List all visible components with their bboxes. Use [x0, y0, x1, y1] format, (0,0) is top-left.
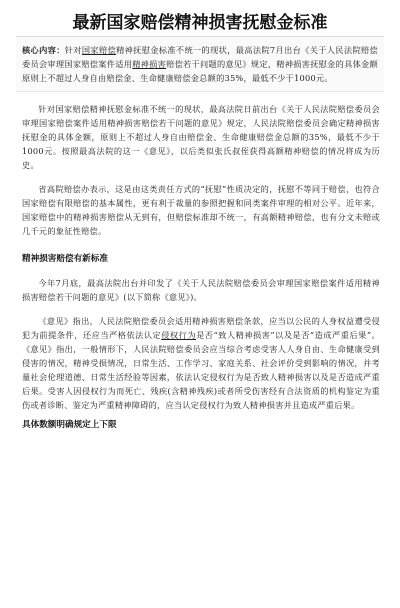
summary-box [16, 36, 384, 92]
paragraph-2: 省高院赔偿办表示，这是由这类责任方式的“抚慰”性质决定的，抚慰不等同于赔偿，也符合国家赔偿有限赔偿的基本属性，更有利于裁量的参照把握和同类案件审理的相对公平。近年来，国家赔偿中的精神损害赔偿从无到有，但赔偿标准却不统一，有高额精神赔偿，也有分文未赔或几千元的象征性赔偿。 [22, 184, 380, 236]
article-title: 最新国家赔偿精神损害抚慰金标准 [72, 13, 328, 33]
section-heading: 精神损害赔偿有新标准 [22, 254, 108, 264]
summary-text: 核心内容：针对国家赔偿精神抚慰金标准不统一的现状，最高法院7月出台《关于人民法院赔偿委员会审理国家赔偿案件适用精神损害赔偿若干问题的意见》规定，精神损害抚慰金的具体金额原则上不超过人身自由赔偿金、生命健康赔偿金总额的35%，最低不少于1000元。 [22, 45, 378, 83]
link-guojia-peichang[interactable]: 国家赔偿 [81, 45, 117, 55]
paragraph-3: 今年7月底，最高法院出台并印发了《关于人民法院赔偿委员会审理国家赔偿案件适用精神损害赔偿若干问题的意见》(以下简称《意见》)。 [22, 278, 380, 302]
summary-label: 核心内容： [22, 45, 65, 55]
link-qinquan-xingwei[interactable]: 侵权行为 [161, 330, 197, 340]
paragraph-4: 《意见》指出，人民法院赔偿委员会适用精神损害赔偿条款，应当以公民的人身权益遭受侵犯为前提条件，还应当严格依法认定侵权行为是否“致人精神损害”以及是否“造成严重后果”。《意见》指出，一般情形下，人民法院赔偿委员会应当综合考虑受害人人身自由、生命健康受到侵害的情况，精神受损情况，日常生活、工作学习、家庭关系、社会评价受到影响的情况，并考量社会伦理道德、日常生活经验等因素，依法认定侵权行为是否致人精神损害以及是否造成严重后果。受害人因侵权行为而死亡、残疾(含精神残疾)或者所受伤害经有合法资质的机构鉴定为重伤或者诊断、鉴定为严重精神障碍的，应当认定侵权行为致人精神损害并且造成严重后果。 [22, 316, 380, 410]
article-body [0, 102, 400, 432]
link-jingshen-sunhai[interactable]: 精神损害 [132, 59, 167, 69]
bottom-heading: 具体数额明确规定上下限 [22, 420, 117, 430]
paragraph-1: 针对国家赔偿精神抚慰金标准不统一的现状，最高法院日前出台《关于人民法院赔偿委员会审理国家赔偿案件适用精神损害赔偿若干问题的意见》规定，人民法院赔偿委员会确定精神损害抚慰金的具体金额，原则上不超过人身自由赔偿金、生命健康赔偿金总额的35%，最低不少于1000元。按照最高法院的这一《意见》，以后类似张氏叔侄获得高额精神赔偿的情况将成为历史。 [22, 104, 380, 170]
